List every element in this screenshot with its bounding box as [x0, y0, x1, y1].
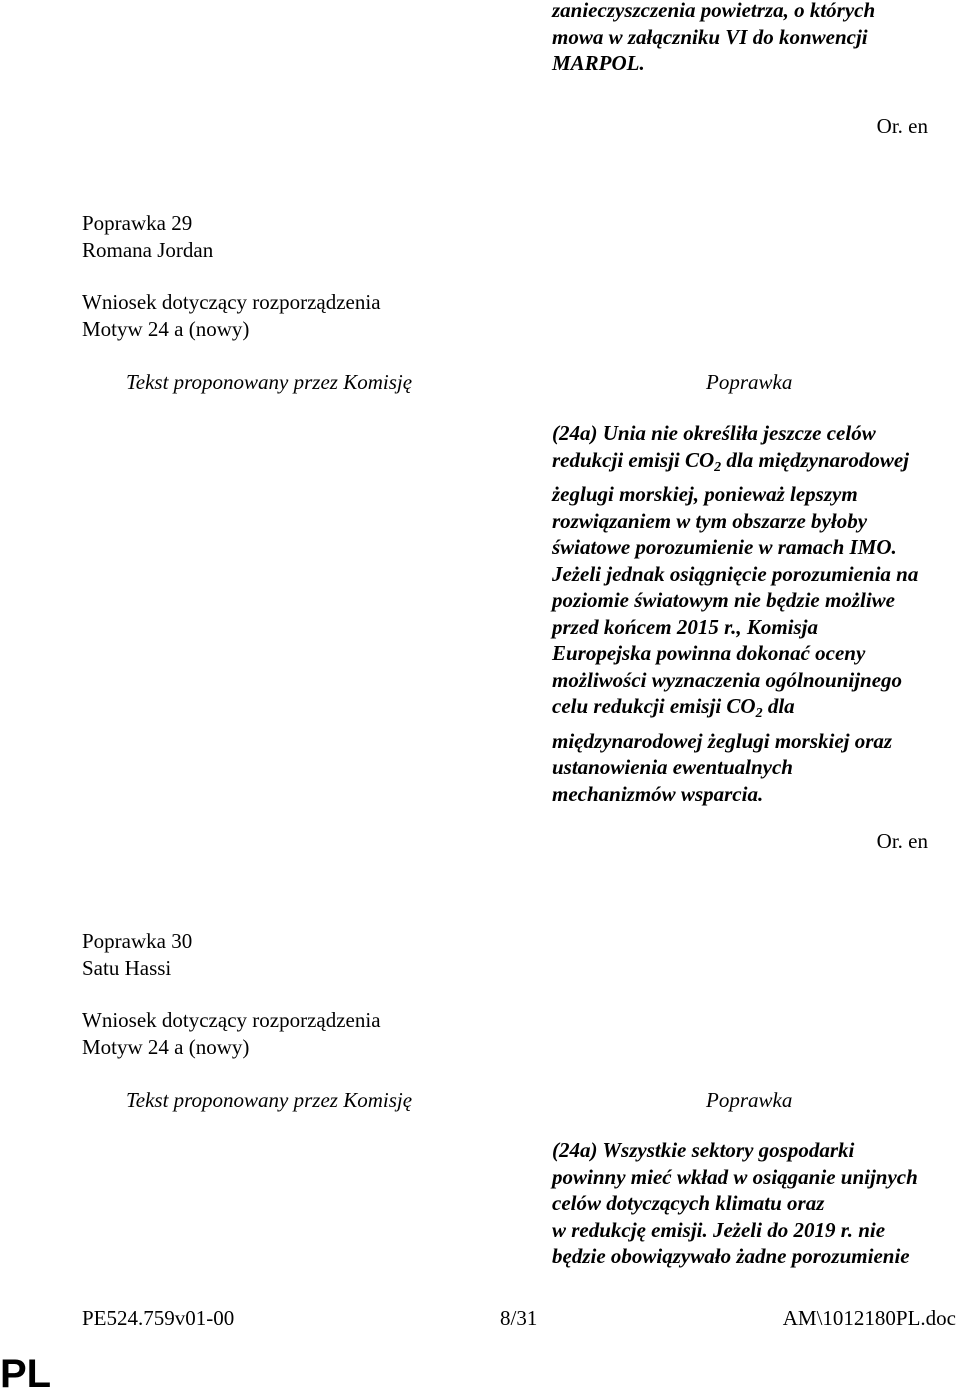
amendment-29-text: [552, 420, 952, 807]
amendment-number: Poprawka 30: [82, 929, 193, 953]
footer-file-name: AM\1012180PL.doc: [782, 1306, 956, 1330]
proposal-title: Wniosek dotyczący rozporządzenia: [82, 290, 381, 314]
text-line: (24a) Unia nie określiła jeszcze celów: [552, 421, 876, 445]
subscript-2: 2: [714, 459, 722, 475]
text-line: celów dotyczących klimatu oraz: [552, 1191, 825, 1215]
column-header-amendment: Poprawka: [706, 370, 793, 394]
amendment-30-text: [552, 1137, 952, 1270]
footer-language-code: PL: [0, 1352, 52, 1396]
text-line: Europejska powinna dokonać oceny: [552, 641, 866, 665]
amendment-author: Romana Jordan: [82, 238, 214, 262]
footer-page-number: 8/31: [500, 1306, 538, 1330]
fragment-line: MARPOL.: [552, 51, 645, 75]
text-line: będzie obowiązywało żadne porozumienie: [552, 1244, 910, 1268]
text-line: (24a) Wszystkie sektory gospodarki: [552, 1138, 855, 1162]
previous-amendment-fragment: [552, 0, 952, 77]
text-line: mechanizmów wsparcia.: [552, 781, 764, 806]
amendment-30-subject: [82, 1007, 381, 1061]
text-line: [552, 447, 952, 482]
amendment-29-header: [82, 210, 213, 264]
text-line: Jeżeli jednak osiągnięcie porozumienia na: [552, 561, 919, 586]
text-segment: dla międzynarodowej: [721, 447, 910, 472]
text-line: rozwiązaniem w tym obszarze byłoby: [552, 508, 868, 533]
text-line: ustanowienia ewentualnych: [552, 755, 793, 779]
column-header-commission-text: Tekst proponowany przez Komisję: [126, 1088, 413, 1112]
amendment-number: Poprawka 29: [82, 211, 193, 235]
proposal-title: Wniosek dotyczący rozporządzenia: [82, 1008, 381, 1032]
fragment-line: zanieczyszczenia powietrza, o których: [552, 0, 876, 22]
text-line: światowe porozumienie w ramach IMO.: [552, 535, 897, 559]
recital-reference: Motyw 24 a (nowy): [82, 1035, 250, 1059]
text-line: możliwości wyznaczenia ogólnounijnego: [552, 667, 903, 692]
text-line: poziomie światowym nie będzie możliwe: [552, 588, 895, 612]
closing-language-label: Or. en: [876, 829, 928, 853]
amendment-30-header: [82, 928, 192, 982]
fragment-line: mowa w załączniku VI do konwencji: [552, 24, 868, 49]
text-segment: redukcji emisji CO: [552, 447, 715, 472]
recital-reference: Motyw 24 a (nowy): [82, 317, 250, 341]
text-line: żeglugi morskiej, ponieważ lepszym: [552, 482, 858, 506]
amendment-29-subject: [82, 289, 381, 343]
text-segment: dla: [762, 694, 795, 718]
column-header-amendment: Poprawka: [706, 1088, 793, 1112]
original-language-label: Or. en: [876, 114, 928, 138]
text-line: powinny mieć wkład w osiąganie unijnych: [552, 1164, 918, 1189]
text-line: w redukcję emisji. Jeżeli do 2019 r. nie: [552, 1217, 886, 1242]
amendment-author: Satu Hassi: [82, 956, 172, 980]
text-segment: celu redukcji emisji CO: [552, 694, 756, 718]
subscript-2: 2: [755, 706, 763, 721]
text-line: przed końcem 2015 r., Komisja: [552, 614, 819, 639]
text-line: [552, 693, 952, 728]
footer-doc-ref: PE524.759v01-00: [82, 1306, 235, 1330]
column-header-commission-text: Tekst proponowany przez Komisję: [126, 370, 413, 394]
text-line: międzynarodowej żeglugi morskiej oraz: [552, 728, 893, 753]
